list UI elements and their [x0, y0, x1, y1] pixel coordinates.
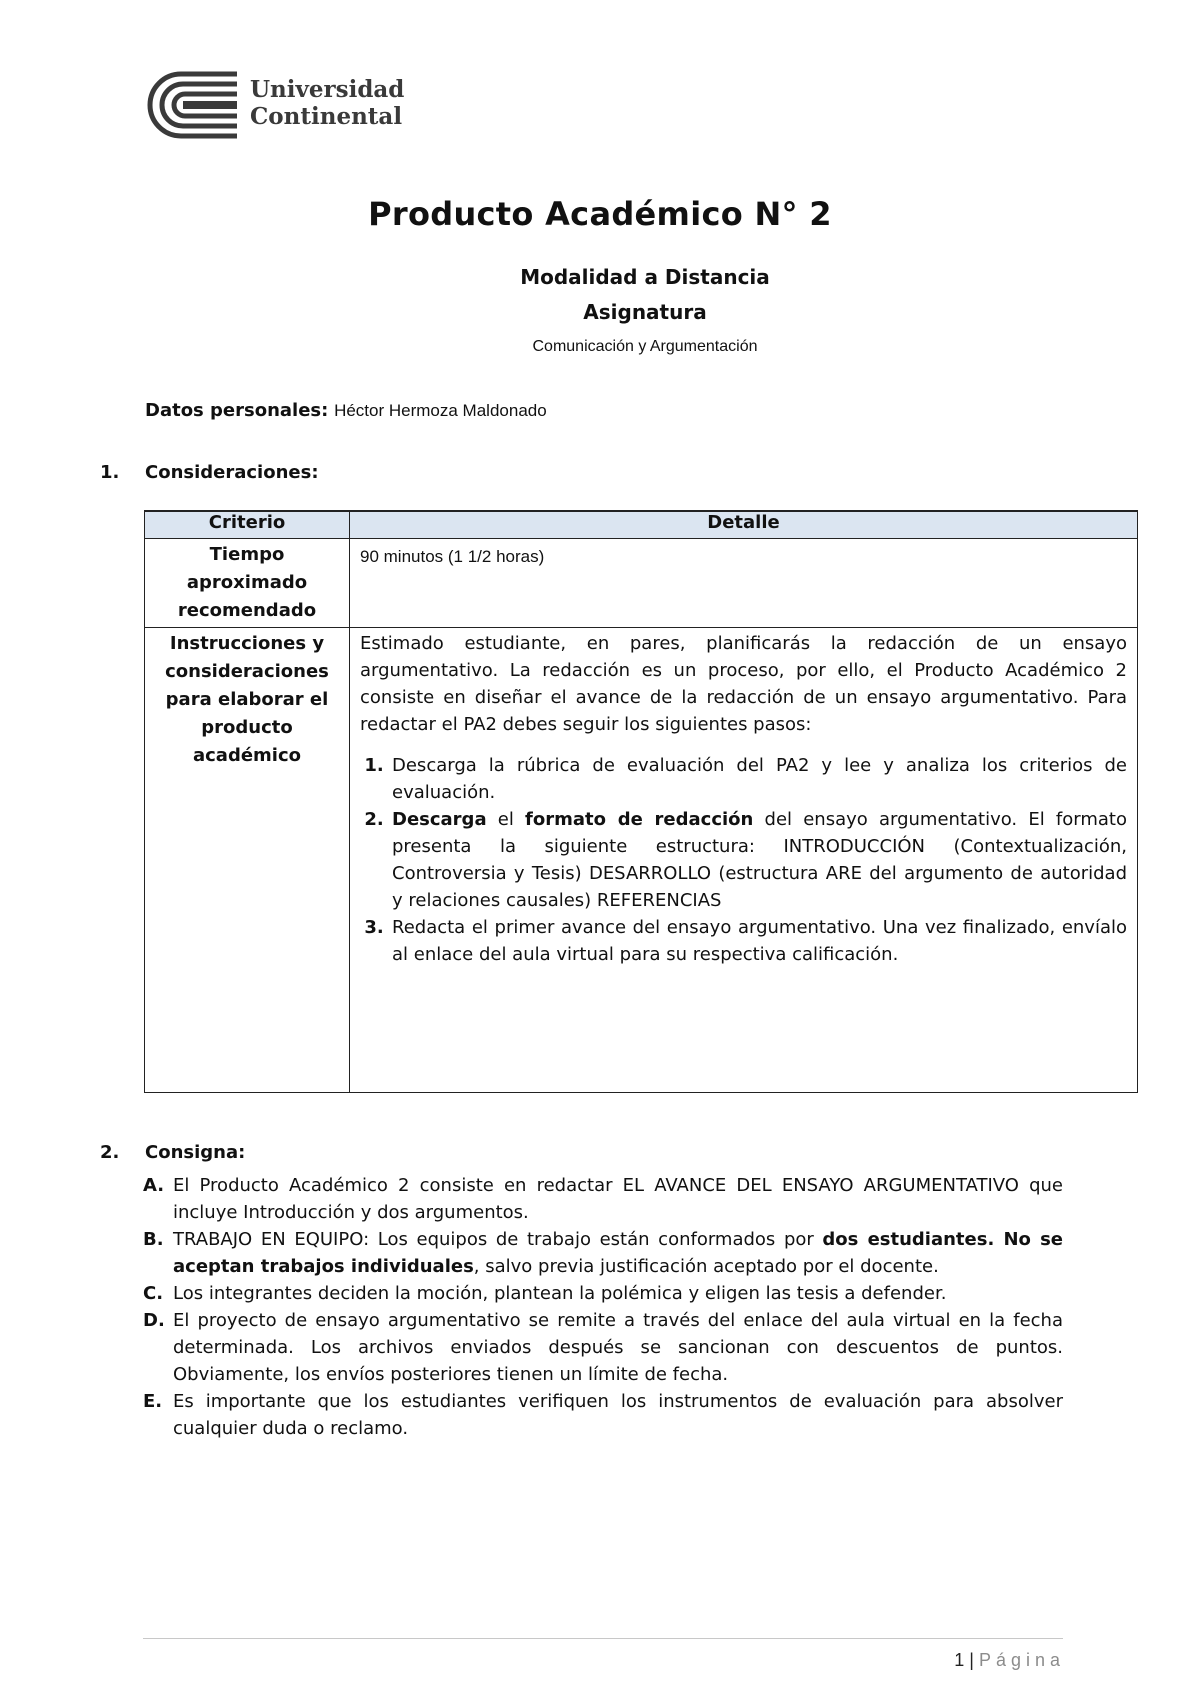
criterion-cell: Tiempo aproximado recomendado	[145, 539, 350, 628]
item-text: El Producto Académico 2 consiste en redactar EL AVANCE DEL ENSAYO ARGUMENTATIVO que incluye Introducción y dos argumentos.	[173, 1175, 1063, 1223]
logo-text	[250, 76, 404, 130]
section-consideraciones	[100, 462, 319, 483]
logo-mark-icon	[143, 70, 239, 140]
personal-data	[145, 400, 547, 421]
section-number: 2.	[100, 1142, 120, 1163]
header-criterio: Criterio	[145, 511, 350, 539]
modalidad: Modalidad a Distancia	[520, 265, 770, 289]
detail-cell: 90 minutos (1 1/2 horas)	[350, 539, 1138, 628]
step-text: el	[486, 809, 526, 830]
item-text-part: , salvo previa justificación aceptado por el docente.	[473, 1256, 939, 1277]
criteria-table	[144, 510, 1138, 1093]
step-item	[390, 752, 1127, 806]
personal-value: Héctor Hermoza Maldonado	[334, 401, 547, 420]
logo-line1: Universidad	[250, 76, 405, 103]
list-item	[143, 1172, 1063, 1226]
table-row	[145, 628, 1138, 1093]
item-letter: C.	[143, 1283, 164, 1304]
section-number: 1.	[100, 462, 120, 483]
item-letter: E.	[143, 1391, 163, 1412]
item-text: Es importante que los estudiantes verifiquen los instrumentos de evaluación para absolver cualquier duda o reclamo.	[173, 1391, 1063, 1439]
step-item	[390, 806, 1127, 914]
step-bold: Descarga	[392, 809, 487, 830]
footer-divider	[143, 1638, 1063, 1639]
section-title: Consigna:	[145, 1142, 246, 1163]
step-bold: formato de redacción	[525, 809, 754, 830]
section-title: Consideraciones:	[145, 462, 319, 483]
page-number: 1	[954, 1650, 965, 1670]
list-item	[143, 1226, 1063, 1280]
step-text: Redacta el primer avance del ensayo argumentativo. Una vez finalizado, envíalo al enlace del aula virtual para su respectiva calificación.	[392, 917, 1127, 965]
personal-label: Datos personales:	[145, 400, 329, 421]
detail-cell	[350, 628, 1138, 1093]
footer-separator: |	[964, 1650, 979, 1670]
page-footer	[954, 1650, 1065, 1671]
item-text-part: TRABAJO EN EQUIPO: Los equipos de trabajo están conformados por	[173, 1229, 823, 1250]
logo-line2: Continental	[250, 103, 403, 130]
step-text: Descarga la rúbrica de evaluación del PA2 y lee y analiza los criterios de evaluación.	[392, 755, 1127, 803]
section-consigna	[100, 1142, 245, 1163]
step-text: del ensayo argumentativo. El formato presenta la siguiente estructura: INTRODUCCIÓN (Contextualización, Controversia y Tesis) DESARROLLO (estructura ARE del argumento de autoridad y relaciones causales) REFERENCIAS	[392, 809, 1127, 911]
steps-list	[360, 752, 1127, 968]
table-row	[145, 539, 1138, 628]
item-letter: B.	[143, 1229, 164, 1250]
item-letter: A.	[143, 1175, 165, 1196]
consigna-list	[143, 1172, 1063, 1442]
page-label: Página	[978, 1650, 1065, 1670]
item-letter: D.	[143, 1310, 165, 1331]
asignatura-label: Asignatura	[583, 300, 707, 324]
list-item	[143, 1307, 1063, 1388]
university-logo	[143, 70, 405, 140]
item-text	[173, 1226, 1063, 1280]
list-item	[143, 1280, 1063, 1307]
list-item	[143, 1388, 1063, 1442]
detail-intro: Estimado estudiante, en pares, planificarás la redacción de un ensayo argumentativo. La redacción es un proceso, por ello, el Producto Académico 2 consiste en diseñar el avance de la redacción de un ensayo argumentativo. Para redactar el PA2 debes seguir los siguientes pasos:	[360, 633, 1127, 735]
item-text: El proyecto de ensayo argumentativo se remite a través del enlace del aula virtual en la fecha determinada. Los archivos enviados después se sancionan con descuentos de puntos. Obviamente, los envíos posteriores tienen un límite de fecha.	[173, 1310, 1063, 1385]
item-text-bold: dos estudiantes. No se aceptan trabajos individuales	[173, 1229, 1064, 1277]
table-header-row	[145, 511, 1138, 539]
asignatura-name: Comunicación y Argumentación	[532, 338, 758, 355]
item-text: Los integrantes deciden la moción, plantean la polémica y eligen las tesis a defender.	[173, 1283, 947, 1304]
criterion-cell: Instrucciones y consideraciones para elaborar el producto académico	[145, 628, 350, 1093]
page-title: Producto Académico N° 2	[368, 195, 832, 233]
header-detalle: Detalle	[350, 511, 1138, 539]
step-item	[390, 914, 1127, 968]
